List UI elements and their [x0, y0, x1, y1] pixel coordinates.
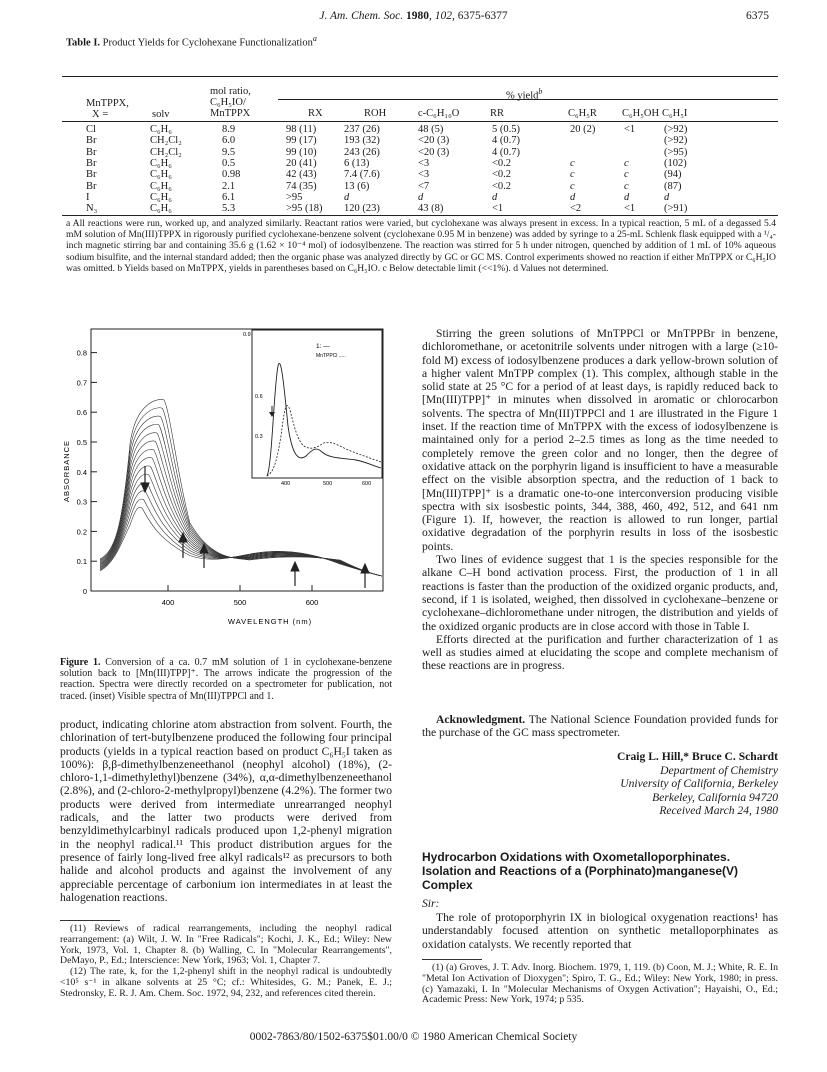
- reference-1: (1) (a) Groves, J. T. Adv. Inorg. Biochem. 1979, 1, 119. (b) Coon, M. J.; White, R. E. In "Metal Ion Activation of Dioxygen"; Spiro, T. G., Ed.; Wiley: New York, 1980; in press. (c) Yamazaki, I. In "Molecular Mechanisms of Oxygen Activation"; Hayaishi, O., Ed.; Academic Press: New York, 1974; p 535.: [422, 962, 778, 1006]
- journal-volume: 102: [434, 10, 453, 22]
- table-cell: c: [570, 157, 575, 169]
- table-label: Table I.: [66, 37, 101, 49]
- journal-year: 1980: [406, 10, 430, 22]
- inset-y-top: 0.9: [243, 332, 251, 338]
- table-cell: I: [86, 191, 90, 203]
- table-cell: 48 (5): [418, 124, 444, 135]
- table-cell: 7.4 (7.6): [344, 169, 380, 181]
- table-cell: C₆H₆: [150, 157, 172, 169]
- y-axis-label: ABSORBANCE: [62, 439, 71, 503]
- progress-arrows: [141, 466, 372, 588]
- table-cell: (>91): [664, 203, 688, 215]
- table-cell: <0.2: [492, 169, 512, 181]
- table-cell: 6 (13): [344, 157, 370, 169]
- table-header-rule: [62, 121, 778, 122]
- x-tick-label: 400: [161, 598, 175, 607]
- table-cell: Br: [86, 157, 97, 169]
- affiliation-1: Department of Chemistry: [660, 763, 778, 777]
- authors: Craig L. Hill,* Bruce C. Schardt: [616, 750, 778, 763]
- table-cell: <3: [418, 169, 430, 181]
- table-head-yield: % yield$^b$: [506, 87, 543, 102]
- table-col-head: C₆H₅R: [568, 108, 597, 119]
- absorbance-chart: [60, 326, 390, 651]
- table-cell: 6.1: [222, 191, 236, 203]
- table-cell: 0.98: [222, 169, 241, 181]
- spectrum-trace: [100, 507, 382, 576]
- table-cell: (94): [664, 169, 682, 181]
- right-body-text-2: The role of protoporphyrin IX in biological oxygenation reactions¹ has understandably focused attention on synthetic metalloporphinates as oxidation catalysts. We recently reported that: [422, 911, 778, 951]
- table-head-ratio-2: C₆H₅IO/: [210, 97, 246, 108]
- table-cell: <7: [418, 180, 430, 192]
- inset-x-tick-600: 600: [362, 481, 372, 487]
- spectrum-trace: [100, 466, 382, 576]
- table-cell: c: [624, 157, 629, 169]
- table-col-head: C₆H₅I: [662, 108, 688, 119]
- table-cell: c: [570, 169, 575, 181]
- article-title: Hydrocarbon Oxidations with Oxometalloporphinates. Isolation and Reactions of a (Porphinato)manganese(V) Complex: [422, 850, 739, 892]
- affiliation-2: University of California, Berkeley: [620, 777, 778, 790]
- figure-1: [60, 326, 390, 651]
- figure-caption-text: Conversion of a ca. 0.7 mM solution of 1 in cyclohexane-benzene solution back to [Mn(III)TPP]⁺. The arrows indicate the progression of the reaction. Spectra were directly recorded on a spectrometer for publication, not traced. (inset) Visible spectra of Mn(III)TPPCl and 1.: [60, 657, 392, 702]
- table-cell: 2.1: [222, 180, 236, 192]
- y-tick-label: 0.8: [76, 348, 87, 358]
- inset-legend-1: 1: —: [316, 343, 330, 350]
- table-cell: <2: [570, 203, 582, 215]
- table-top-rule: [62, 76, 778, 77]
- table-cell: Br: [86, 146, 97, 158]
- table-head-x: X =: [92, 109, 109, 120]
- y-tick-label: 0.7: [76, 378, 87, 388]
- inset-legend-2: MnTPPCl .....: [316, 353, 346, 359]
- table-cell: >95 (18): [286, 203, 323, 215]
- table-cell: 120 (23): [344, 203, 380, 215]
- table-title: [66, 34, 317, 49]
- table-cell: C₆H₆: [150, 169, 172, 181]
- page-number: 6375: [746, 10, 769, 22]
- y-tick-label: 0.4: [76, 467, 87, 477]
- table-cell: 99 (17): [286, 135, 317, 147]
- table-cell: C₆H₆: [150, 191, 172, 203]
- table-cell: d: [570, 191, 576, 203]
- running-header: J. Am. Chem. Soc. 1980, 102, 6375-6377: [319, 10, 508, 22]
- table-cell: c: [570, 180, 575, 192]
- journal-pages: 6375-6377: [457, 10, 508, 22]
- table-cell: 4 (0.7): [492, 135, 520, 147]
- table-head-mntppx: MnTPPX,: [86, 98, 129, 109]
- table-bottom-rule: [62, 215, 778, 216]
- table-cell: <20 (3): [418, 146, 450, 158]
- table-cell: <1: [624, 124, 636, 135]
- table-cell: C₆H₆: [150, 180, 172, 192]
- table-cell: >95: [286, 191, 303, 203]
- inset-x-tick-400: 400: [281, 481, 291, 487]
- table-title-note: a: [312, 34, 317, 43]
- table-cell: 5 (0.5): [492, 124, 520, 135]
- left-references: [60, 924, 392, 1000]
- right-paragraph-3: Efforts directed at the purification and further characterization of 1 as well as studies aimed at elucidating the scope and complete mechanism of these reactions are in progress.: [422, 632, 778, 673]
- table-footnote: a All reactions were run, worked up, and analyzed similarly. Reactant ratios were varied, but cyclohexane was always present in excess. In a typical reaction, 5 mL of a degassed 5.4 mM solution of Mn(III)TPPX in rigorously purified cyclohexane-benzene solvent (cyclohexane 0.95 M in benzene) was added by syringe to a 25-mL Schlenk flask equipped with a ¹/₄-inch magnetic stirring bar and containing 35.6 g (1.62 × 10⁻⁴ mol) of iodosylbenzene. The reaction was stirred for 5 h under nitrogen, quenched by addition of 1 mL of 10% aqueous sodium bisulfite, and the internal standard added; then the organic phase was analyzed directly by GC or GC MS. Control experiments showed no reaction if either MnTPPX or C₆H₅IO was omitted. b Yields based on MnTPPX, yields in parentheses based on C₆H₅IO. c Below detectable limit (<<1%). d Values not determined.: [66, 218, 776, 274]
- table-head-ratio-3: MnTPPX: [210, 108, 251, 119]
- table-cell: 8.9: [222, 124, 236, 135]
- table-cell: d: [418, 191, 424, 203]
- table-cell: C₆H₆: [150, 203, 172, 215]
- acknowledgment: [422, 713, 778, 740]
- acknowledgment-label: Acknowledgment.: [436, 713, 526, 726]
- table-cell: (>95): [664, 146, 688, 158]
- y-tick-label: 0.6: [76, 408, 87, 418]
- table-col-head: RR: [490, 108, 505, 119]
- inset-y-tick-06: 0.6: [255, 394, 263, 400]
- table-head-solv: solv: [152, 109, 170, 120]
- table-cell: 43 (8): [418, 203, 444, 215]
- inset-y-tick-03: 0.3: [255, 434, 263, 440]
- table-title-text: Product Yields for Cyclohexane Functionalization: [102, 37, 313, 49]
- table-cell: 6.0: [222, 135, 236, 147]
- table-cell: 98 (11): [286, 124, 317, 135]
- table-cell: d: [624, 191, 630, 203]
- table-cell: d: [664, 191, 670, 203]
- journal-name: J. Am. Chem. Soc.: [319, 10, 404, 22]
- right-body-text: [422, 327, 778, 673]
- figure-caption-label: Figure 1.: [60, 657, 101, 668]
- table-cell: Cl: [86, 124, 96, 135]
- x-tick-label: 600: [305, 598, 319, 607]
- table-cell: 243 (26): [344, 146, 380, 158]
- y-tick-label: 0.3: [76, 497, 87, 507]
- table-cell: 9.5: [222, 146, 236, 158]
- reference-12: (12) The rate, k, for the 1,2-phenyl shift in the neophyl radical is undoubtedly <10⁵ s⁻¹ in alkane solvents at 25 °C; cf.: Whitesides, G. M.; Panek, E. J.; Stedronsky, E. R. J. Am. Chem. Soc. 1972, 94, 232, and references cited therein.: [60, 966, 392, 999]
- table-cell: 5.3: [222, 203, 236, 215]
- left-reference-rule: [60, 920, 120, 921]
- table-cell: C₆H₆: [150, 124, 172, 135]
- table-cell: <0.2: [492, 157, 512, 169]
- y-tick-label: 0.1: [76, 557, 87, 567]
- y-tick-label: 0: [82, 587, 87, 596]
- affiliation-3: Berkeley, California 94720: [652, 790, 778, 804]
- received-date: Received March 24, 1980: [659, 804, 778, 817]
- figure-caption: [60, 657, 392, 702]
- table-col-head: C₆H₅OH: [622, 108, 660, 119]
- table-cell: Br: [86, 180, 97, 192]
- table-cell: c: [624, 180, 629, 192]
- right-paragraph-2: Two lines of evidence suggest that 1 is the species responsible for the alkane C–H bond activation process. First, the production of 1 in all reactions is faster than the production of the oxidized organic products, and, second, if 1 is isolated, weighed, then dissolved in cyclohexane–benzene or cyclohexane–dichloromethane under nitrogen, the distribution and yields of the oxidized organic products are in close accord with those in Table I.: [422, 553, 778, 633]
- table-cell: 42 (43): [286, 169, 317, 181]
- left-body-text: product, indicating chlorine atom abstraction from solvent. Fourth, the chlorination of tert-butylbenzene produced the following four principal products (yields in a typical reaction based on product C₆H₅I taken as 100%): β,β-dimethylbenzeneethanol (neophyl alcohol) (18%), (2-chloro-1,1-dimethylethyl)benzene (34%), α,α-dimethylbenzeneethanol (2.8%), and (2-chloro-2-methylpropyl)benzene (4.2%). The former two products were derived from intermediate unrearranged neophyl radicals, and the latter two products were derived from benzyldimethylcarbinyl radicals produced upon 1,2-phenyl migration in the neophyl radical.¹¹ This product distribution argues for the presence of fairly long-lived free alkyl radicals¹² as precursors to both halide and alcohol products and against the involvement of any appreciable percentage of carbonium ion intermediates in at least the halogenation reactions.: [60, 718, 392, 904]
- salutation: Sir:: [422, 897, 440, 910]
- x-axis-label: WAVELENGTH (nm): [227, 617, 313, 626]
- table-cell: <0.2: [492, 180, 512, 192]
- table-cell: CH₂Cl₂: [150, 135, 182, 147]
- table-cell: 0.5: [222, 157, 236, 169]
- page-footer: 0002-7863/80/1502-6375$01.00/0 © 1980 American Chemical Society: [249, 1031, 578, 1043]
- table-cell: <1: [624, 203, 636, 215]
- table-cell: 4 (0.7): [492, 146, 520, 158]
- table-cell: CH₂Cl₂: [150, 146, 182, 158]
- table-head-ratio-1: mol ratio,: [210, 86, 251, 97]
- right-paragraph-1: Stirring the green solutions of MnTPPCl or MnTPPBr in benzene, dichloromethane, or acetonitrile solvents under nitrogen with a large (≥10-fold M) excess of iodosylbenzene produces a dark yellow-brown solution of a higher valent MnTPP complex (1). This complex, although stable in the solid state at 25 °C for a period of at least days, is rapidly reduced back to [Mn(III)TPP]⁺ in minutes when dissolved in aromatic or chlorocarbon solvents. The spectra of Mn(III)TPPCl and 1 are illustrated in the Figure 1 inset. If the reaction time of MnTPPX with the excess of iodosylbenzene is maintained only for a period 2–2.5 times as long as the time needed to completely remove the green color and no longer, then the degree of oxidative attack on the porphyrin ligand is insufficient to have a measurable effect on the visible absorption spectra, and the reduction of 1 back to [Mn(III)TPP]⁺ is a dramatic one-to-one interconversion producing visible spectra with six isosbestic points, 344, 388, 460, 492, 512, and 641 nm (Figure 1). If, however, the reaction is allowed to run longer, partial oxidative degradation of the porphyrin results in loss of the isosbestic points.: [422, 327, 778, 553]
- table-cell: 20 (2): [570, 124, 596, 135]
- author-block: [422, 750, 778, 818]
- table-cell: (102): [664, 157, 687, 169]
- table-cell: <1: [492, 203, 504, 215]
- x-tick-label: 500: [233, 598, 247, 607]
- table-cell: Br: [86, 135, 97, 147]
- acknowledgment-text: The National Science Foundation provided funds for the purchase of the GC mass spectrometer.: [422, 713, 778, 740]
- table-cell: (>92): [664, 124, 688, 135]
- table-col-head: c-C₆H₁₀O: [418, 108, 460, 119]
- table-col-head: RX: [308, 108, 323, 119]
- table-cell: 20 (41): [286, 157, 317, 169]
- inset-x-tick-500: 500: [323, 481, 333, 487]
- table-cell: 237 (26): [344, 124, 380, 135]
- table-cell: (>92): [664, 135, 688, 147]
- inset-plot: [243, 330, 382, 487]
- table-cell: (87): [664, 180, 682, 192]
- table-cell: d: [492, 191, 498, 203]
- table-cell: <3: [418, 157, 430, 169]
- reference-11: (11) Reviews of radical rearrangements, including the neophyl radical rearrangement: (a) Wilt, J. W. In "Free Radicals"; Kochi, J. K., Ed.; Wiley: New York, 1973, Vol. 1, Chapter 8. (b) Walling, C. In "Molecular Rearrangements", DeMayo, P., Ed.; Interscience: New York, 1963; Vol. 1, Chapter 7.: [60, 923, 392, 967]
- spectrum-trace: [100, 499, 382, 576]
- y-tick-label: 0.5: [76, 438, 87, 447]
- right-reference-rule: [422, 959, 482, 960]
- table-cell: 99 (10): [286, 146, 317, 158]
- table-cell: c: [624, 169, 629, 181]
- table-cell: <20 (3): [418, 135, 450, 147]
- table-cell: 13 (6): [344, 180, 370, 192]
- table-cell: 74 (35): [286, 180, 317, 192]
- table-cell: N₃: [86, 203, 98, 215]
- y-tick-label: 0.2: [76, 527, 87, 537]
- table-cell: 193 (32): [344, 135, 380, 147]
- table-cell: d: [344, 191, 350, 203]
- table-col-head: ROH: [364, 108, 387, 119]
- right-references: [422, 963, 778, 1006]
- table-cell: Br: [86, 169, 97, 181]
